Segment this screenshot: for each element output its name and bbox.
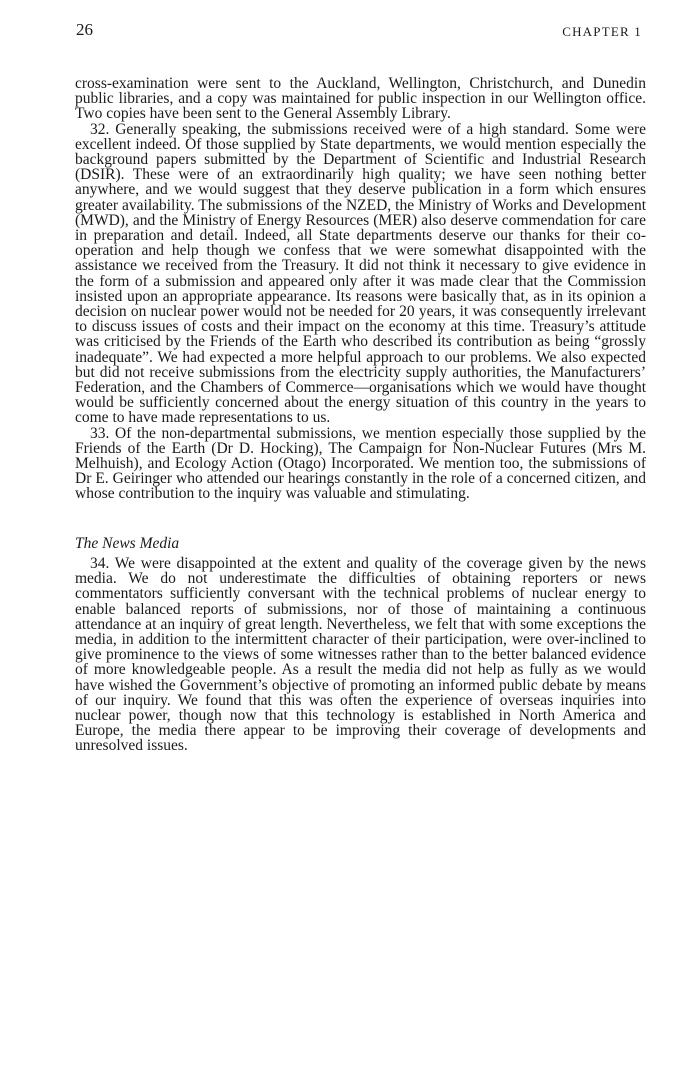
paragraph-34: 34. We were disappointed at the extent and quality of the coverage given by the news media. We do not underestimate the difficulties of obtaining reporters or news commentators sufficiently conversant with the technical problems of nuclear energy to enable balanced reports of submissions, nor of those of maintaining a continuous attendance at an inquiry of great length. Nevertheless, we felt that with some exceptions the media, in addition to the intermittent character of their participation, were over-inclined to give prominence to the views of some witnesses rather than to the better balanced evidence of more knowledgeable people. As a result the media did not help as fully as we would have wished the Government’s objective of promoting an informed public debate by means of our inquiry. We found that this was often the experience of overseas inquiries into nuclear power, though now that this technology is established in North America and Europe, the media there appear to be improving their coverage of developments and unresolved issues. [75, 554, 646, 755]
running-head: CHAPTER 1 [562, 24, 642, 39]
body-text [75, 76, 646, 754]
page-number: 26 [76, 20, 93, 39]
section-heading: The News Media [75, 534, 180, 552]
paragraph-32: 32. Generally speaking, the submissions received were of a high standard. Some were excellent indeed. Of those supplied by State departments, we would mention especially the background papers submitted by the Department of Scientific and Industrial Research (DSIR). These were of an extraordinarily high quality; we have seen nothing better anywhere, and we would suggest that they deserve publication in a form which ensures greater availability. The submissions of the NZED, the Ministry of Works and Development (MWD), and the Ministry of Energy Resources (MER) also deserve commendation for care in preparation and detail. Indeed, all State departments deserve our thanks for their co-operation and help though we confess that we were somewhat disappointed with the assistance we received from the Treasury. It did not think it necessary to give evidence in the form of a submission and appeared only after it was made clear that the Commission insisted upon an appropriate appearance. Its reasons were basically that, as in its opinion a decision on nuclear power would not be needed for 20 years, it was consequently irrelevant to discuss issues of costs and their impact on the economy at this time. Treasury’s attitude was criticised by the Friends of the Earth who described its contribution as being “grossly inadequate”. We had expected a more helpful approach to our problems. We also expected but did not receive submissions from the electricity supply authorities, the Manufacturers’ Federation, and the Chambers of Commerce—organisations which we would have thought would be sufficiently concerned about the energy situation of this country in the years to come to have made representations to us. [75, 120, 646, 427]
page-header [76, 20, 642, 42]
paragraph-33: 33. Of the non-departmental submissions, we mention especially those supplied by the Friends of the Earth (Dr D. Hocking), The Campaign for Non-Nuclear Futures (Mrs M. Melhuish), and Ecology Action (Otago) Incorporated. We mention too, the submissions of Dr E. Geiringer who attended our hearings constantly in the role of a concerned citizen, and whose contribution to the inquiry was valuable and stimulating. [75, 424, 646, 503]
paragraph-31-continued: cross-examination were sent to the Auckland, Wellington, Christchurch, and Dunedin public libraries, and a copy was maintained for public inspection in our Wellington office. Two copies have been sent to the General Assembly Library. [75, 75, 646, 123]
